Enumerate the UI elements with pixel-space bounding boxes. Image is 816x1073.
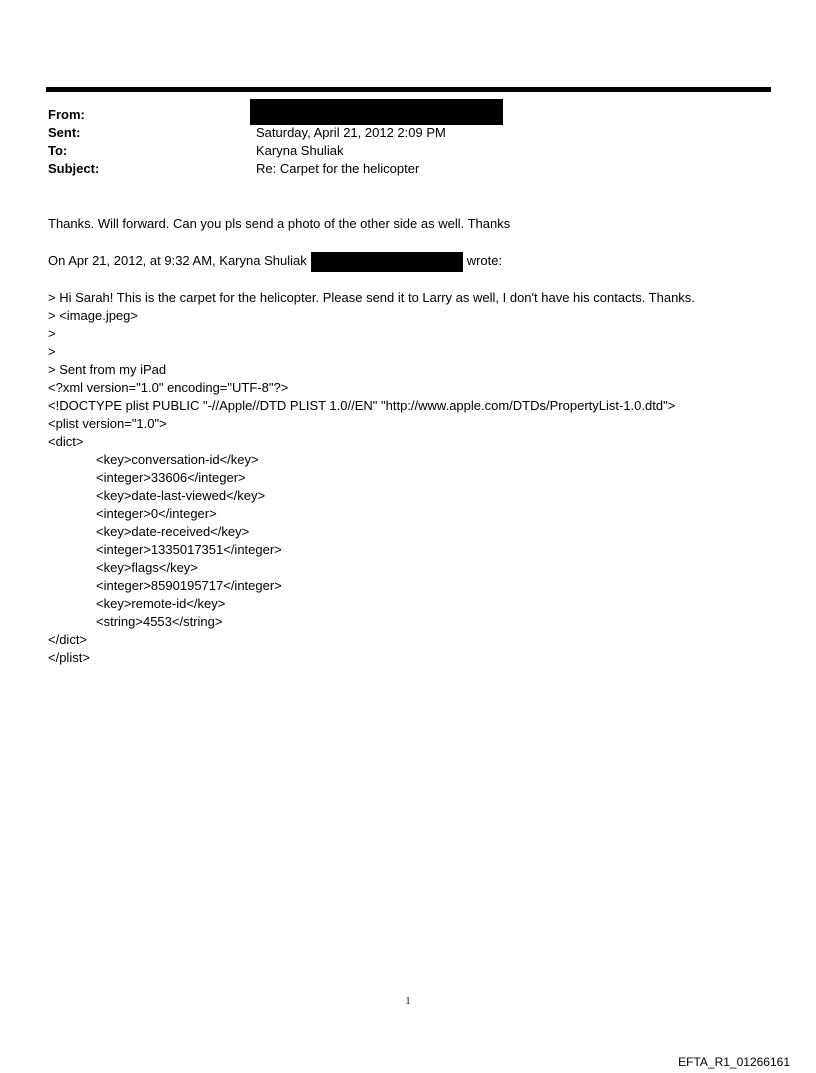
- xml-line: <integer>0</integer>: [96, 506, 217, 521]
- subject-value: Re: Carpet for the helicopter: [256, 161, 420, 176]
- xml-line: <integer>1335017351</integer>: [96, 542, 282, 557]
- page-number: 1: [405, 996, 411, 1007]
- sent-row: [48, 124, 748, 142]
- email-redaction: [311, 252, 463, 272]
- quoted-line: > Sent from my iPad: [48, 362, 167, 377]
- quoted-line: >: [48, 326, 56, 341]
- xml-line: <key>date-received</key>: [96, 524, 250, 539]
- xml-line: <integer>8590195717</integer>: [96, 578, 282, 593]
- xml-line: <string>4553</string>: [96, 614, 223, 629]
- plist-xml: [48, 379, 788, 667]
- quoted-line: > Hi Sarah! This is the carpet for the helicopter. Please send it to Larry as well, I don't have his contacts. Thanks.: [48, 290, 695, 305]
- xml-line: <?xml version="1.0" encoding="UTF-8"?>: [48, 380, 289, 395]
- sent-label: Sent:: [48, 125, 81, 140]
- to-label: To:: [48, 143, 68, 158]
- xml-line: </plist>: [48, 650, 90, 665]
- quoted-message: [48, 289, 788, 379]
- xml-line: <dict>: [48, 434, 84, 449]
- xml-line: <key>remote-id</key>: [96, 596, 226, 611]
- attribution-suffix: wrote:: [466, 253, 503, 268]
- attribution-prefix: On Apr 21, 2012, at 9:32 AM, Karyna Shuliak: [48, 253, 307, 268]
- xml-line: <key>conversation-id</key>: [96, 452, 259, 467]
- xml-line: </dict>: [48, 632, 88, 647]
- email-header: [48, 97, 748, 178]
- quoted-line: >: [48, 344, 56, 359]
- from-label: From:: [48, 107, 85, 122]
- document-id: EFTA_R1_01266161: [678, 1055, 790, 1069]
- subject-row: [48, 160, 748, 178]
- xml-line: <integer>33606</integer>: [96, 470, 246, 485]
- header-rule: [46, 87, 771, 92]
- xml-line: <key>date-last-viewed</key>: [96, 488, 266, 503]
- attribution-line: [48, 251, 788, 271]
- xml-line: <key>flags</key>: [96, 560, 198, 575]
- reply-text: Thanks. Will forward. Can you pls send a photo of the other side as well. Thanks: [48, 216, 511, 231]
- subject-label: Subject:: [48, 161, 100, 176]
- to-row: [48, 142, 748, 160]
- xml-line: <!DOCTYPE plist PUBLIC "-//Apple//DTD PLIST 1.0//EN" "http://www.apple.com/DTDs/PropertyList-1.0.dtd">: [48, 398, 676, 413]
- email-body: [48, 215, 788, 667]
- to-value: Karyna Shuliak: [256, 143, 344, 158]
- quoted-line: > <image.jpeg>: [48, 308, 138, 323]
- from-row: [48, 97, 748, 124]
- sent-value: Saturday, April 21, 2012 2:09 PM: [256, 125, 446, 140]
- from-redaction: [250, 99, 503, 125]
- xml-line: <plist version="1.0">: [48, 416, 167, 431]
